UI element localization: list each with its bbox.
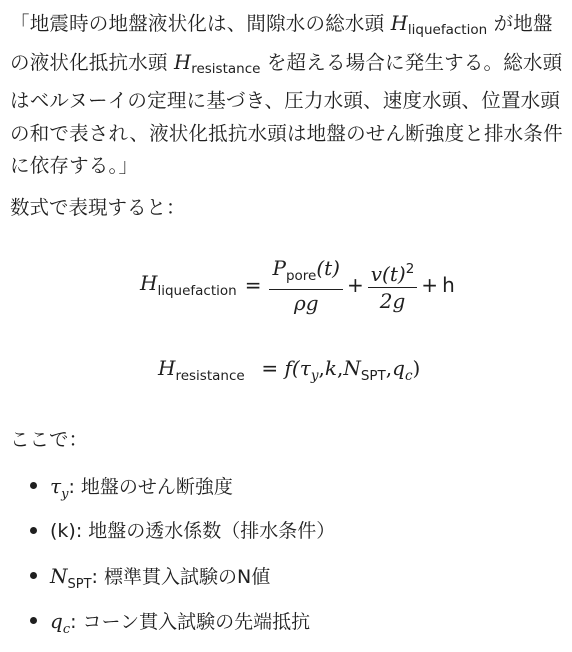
equation-resistance <box>158 356 420 384</box>
eq2-comma-2: , <box>336 356 344 380</box>
eq1-frac1-numerator <box>269 255 343 289</box>
shear-strength-text: : 地盤のせん断強度 <box>68 476 233 498</box>
eq1-lhs-subscript: liquefaction <box>157 283 237 299</box>
h-liquefaction-symbol: H <box>390 12 408 35</box>
variable-definition-list <box>30 472 560 652</box>
list-item-cone-resistance <box>30 607 560 652</box>
eq2-comma-3: , <box>385 356 393 380</box>
bullet-dot <box>30 572 37 579</box>
eq1-frac2-numerator <box>368 256 418 287</box>
eq1-plus-1: + <box>346 273 364 297</box>
eq2-tau-subscript: y <box>310 368 319 384</box>
paragraph-text-3: を超える場合に発生する。総水頭はベルヌーイの定理に基づき、圧力水頭、速度水頭、位置水頭の和で表され、液状化抵抗水頭は地盤のせん断強度と排水条件に依存する。」 <box>10 50 563 178</box>
eq1-fraction-pressure <box>269 255 343 316</box>
cone-resistance-text: : コーン貫入試験の先端抵抗 <box>70 611 311 633</box>
equation-liquefaction <box>140 250 455 320</box>
eq2-k-symbol: k <box>324 356 337 380</box>
bullet-dot <box>30 617 37 624</box>
paragraph-text-2: が地盤の液状化抵抗水頭 <box>10 12 553 74</box>
eq1-v-symbol: v(t) <box>370 262 406 286</box>
h-liquefaction-subscript: liquefaction <box>407 22 488 38</box>
eq2-equals: = <box>261 356 279 380</box>
eq2-tau-symbol: τ <box>299 356 311 380</box>
spt-text: : 標準貫入試験のN値 <box>91 566 271 588</box>
n-symbol: N <box>50 564 68 588</box>
intro-paragraph <box>10 8 566 183</box>
bullet-dot <box>30 527 37 534</box>
list-item-permeability <box>30 517 560 562</box>
eq1-frac1-denominator: ρg <box>293 290 319 315</box>
eq1-lhs-symbol: H <box>140 271 158 295</box>
eq2-q-symbol: q <box>392 356 405 380</box>
q-subscript: c <box>62 622 71 637</box>
paragraph-text-1: 「地震時の地盤液状化は、間隙水の総水頭 <box>10 12 391 35</box>
eq2-n-symbol: N <box>343 356 361 380</box>
bullet-dot <box>30 482 37 489</box>
list-item-spt-n-value <box>30 562 560 607</box>
permeability-text: (k): 地盤の透水係数（排水条件） <box>50 520 336 542</box>
n-subscript: SPT <box>67 577 92 592</box>
eq2-q-subscript: c <box>404 368 413 384</box>
tau-subscript: y <box>61 487 69 502</box>
eq1-elevation-head: h <box>442 273 455 297</box>
q-symbol: q <box>50 609 63 633</box>
list-item-shear-strength <box>30 472 560 517</box>
eq1-p-argument: (t) <box>316 255 340 280</box>
lead-text: 数式で表現すると： <box>10 196 186 219</box>
eq2-function-open: f( <box>284 356 300 380</box>
eq1-p-symbol: P <box>272 255 286 280</box>
eq1-v-exponent: 2 <box>405 261 415 277</box>
eq1-plus-2: + <box>421 273 439 297</box>
eq1-lhs <box>140 271 237 299</box>
tau-symbol: τ <box>50 474 62 498</box>
eq1-frac2-denominator: 2g <box>379 289 406 313</box>
eq1-equals: = <box>244 273 262 297</box>
eq1-fraction-velocity <box>368 256 418 314</box>
eq1-p-subscript: pore <box>285 267 317 284</box>
eq2-lhs-symbol: H <box>158 356 176 380</box>
where-heading: ここで： <box>10 428 89 451</box>
h-resistance-subscript: resistance <box>191 60 261 77</box>
eq2-n-subscript: SPT <box>360 368 386 384</box>
h-resistance-symbol: H <box>174 50 192 74</box>
eq2-close-paren: ) <box>412 356 421 380</box>
eq2-lhs-subscript: resistance <box>175 368 245 384</box>
eq2-comma-1: , <box>318 356 325 380</box>
